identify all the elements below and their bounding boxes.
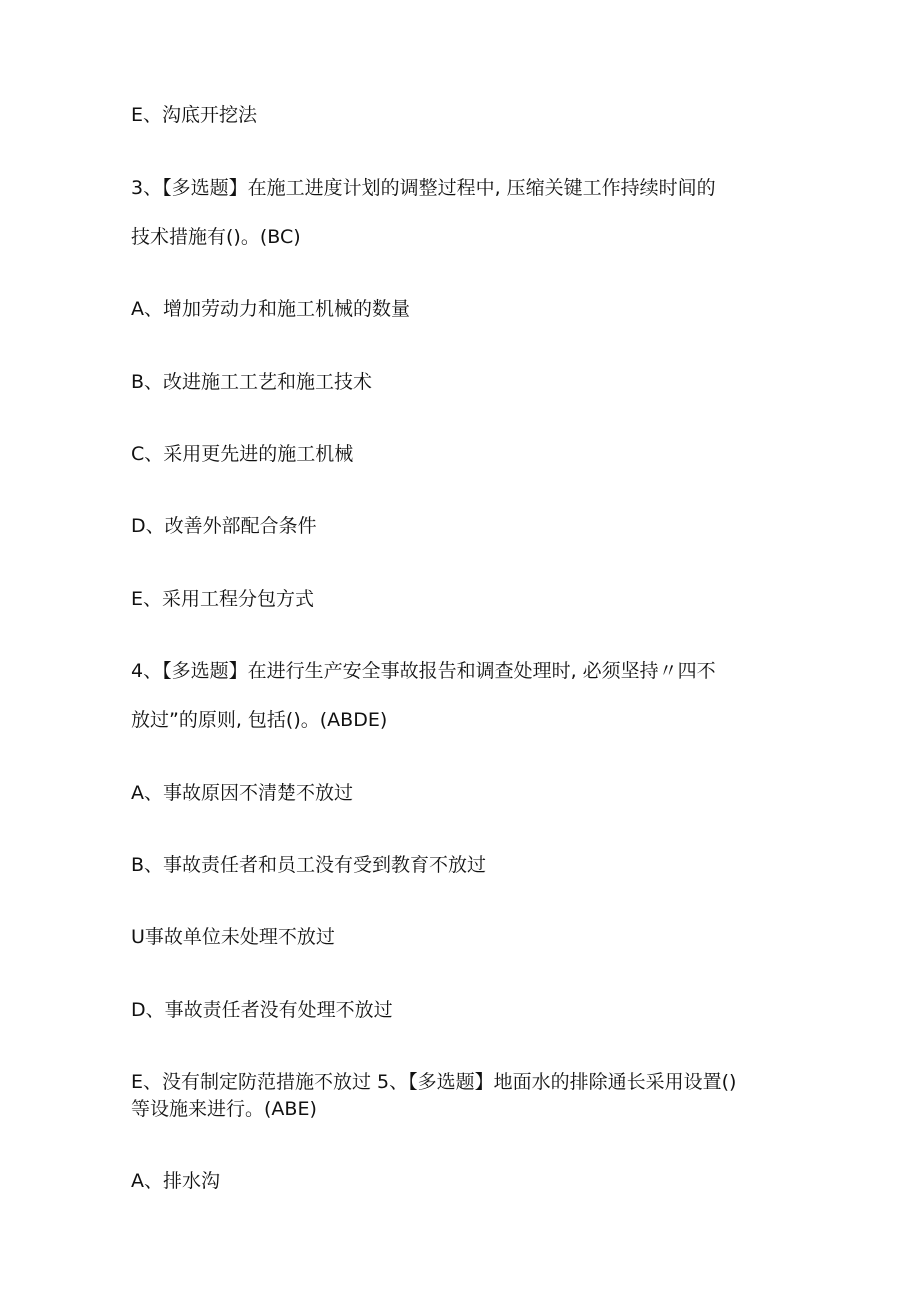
option-a-q4: A、事故原因不清楚不放过 (131, 782, 353, 804)
question-3-line-2: 技术措施有()。(BC) (131, 226, 301, 248)
option-b-q4: B、事故责任者和员工没有受到教育不放过 (131, 854, 487, 876)
option-e-q4-question-5-line-1: E、没有制定防范措施不放过 5、【多选题】地面水的排除通长采用设置() (131, 1071, 737, 1093)
option-a-q3: A、增加劳动力和施工机械的数量 (131, 298, 410, 320)
option-e-q2: E、沟底开挖法 (131, 104, 258, 126)
option-d-q4: D、事故责任者没有处理不放过 (131, 999, 393, 1021)
question-4-line-2: 放过”的原则, 包括()。(ABDE) (131, 709, 388, 731)
option-e-q3: E、采用工程分包方式 (131, 588, 315, 610)
option-c-q3: C、采用更先进的施工机械 (131, 443, 354, 465)
question-3-line-1: 3、【多选题】在施工进度计划的调整过程中, 压缩关键工作持续时间的 (131, 177, 716, 199)
option-c-q4: U事故单位未处理不放过 (131, 926, 335, 948)
question-4-line-1: 4、【多选题】在进行生产安全事故报告和调查处理时, 必须坚持〃四不 (131, 660, 716, 682)
option-b-q3: B、改进施工工艺和施工技术 (131, 371, 373, 393)
question-5-line-2: 等设施来进行。(ABE) (131, 1098, 317, 1120)
option-d-q3: D、改善外部配合条件 (131, 515, 317, 537)
option-a-q5: A、排水沟 (131, 1170, 220, 1192)
